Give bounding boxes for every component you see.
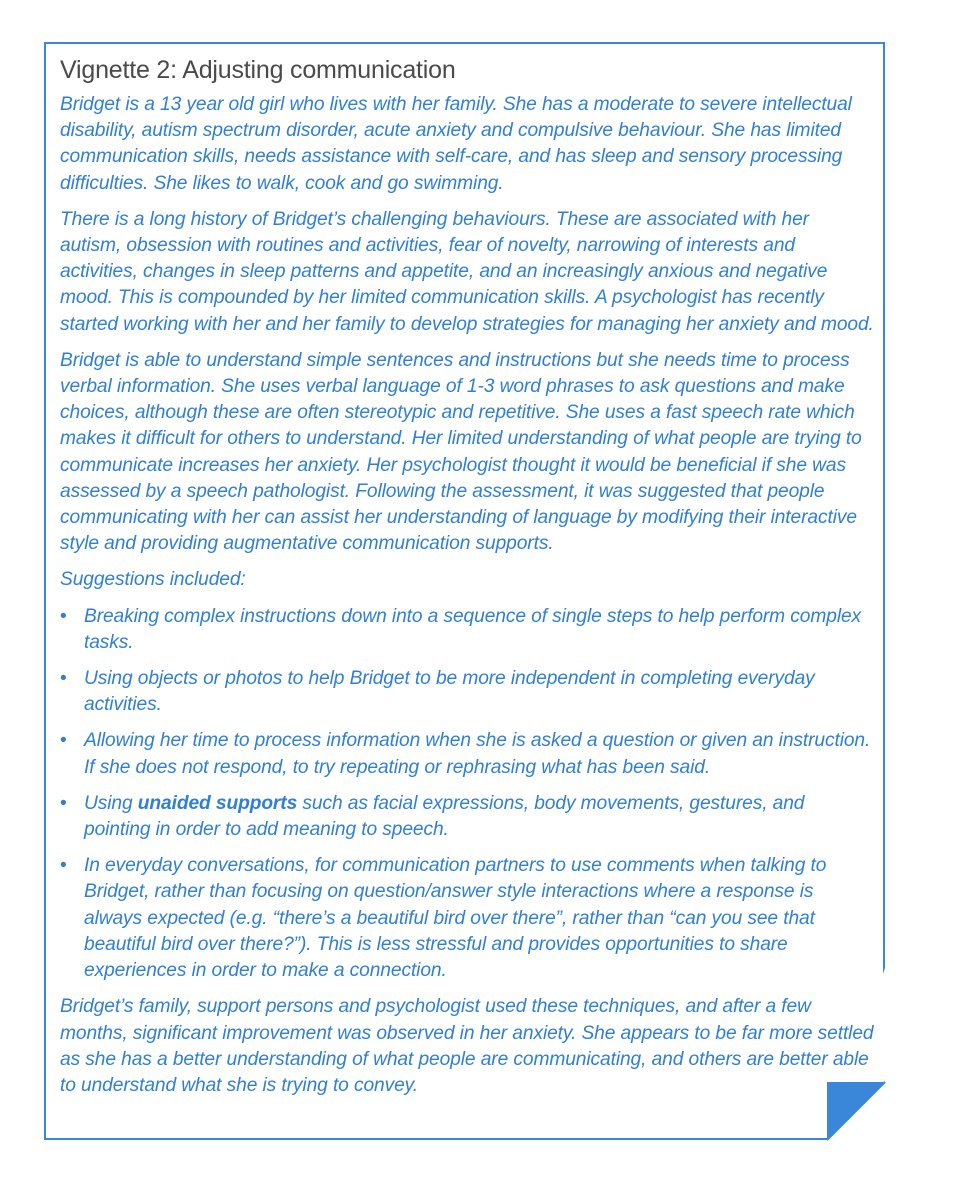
suggestions-list xyxy=(60,604,875,985)
suggestion-text-post: such as facial expressions, body movements, gestures, and pointing in order to add meaning to speech. xyxy=(84,792,805,841)
bullet-icon: • xyxy=(60,668,67,690)
vignette-content xyxy=(60,54,875,1109)
suggestions-intro: Suggestions included: xyxy=(60,569,246,591)
list-item xyxy=(60,728,875,780)
unaided-supports-term: unaided supports xyxy=(137,792,298,814)
list-item xyxy=(60,604,875,656)
paragraph-outcome: Bridget’s family, support persons and psychologist used these techniques, and after a few months, significant improvement was observed in her anxiety. She appears to be far more settled as she has a better understanding of what people are communicating, and others are better able to understand what she is trying to convey. xyxy=(60,996,874,1096)
bullet-icon: • xyxy=(60,730,67,752)
paragraph-history: There is a long history of Bridget’s challenging behaviours. These are associated with her autism, obsession with routines and activities, fear of novelty, narrowing of interests and activities, changes in sleep patterns and appetite, and an increasingly anxious and negative mood. This is compounded by her limited communication skills. A psychologist has recently started working with her and her family to develop strategies for managing her anxiety and mood. xyxy=(60,208,874,335)
list-item xyxy=(60,791,875,843)
suggestion-text-pre: Using xyxy=(84,792,138,814)
bullet-icon: • xyxy=(60,855,67,877)
suggestion-text: Using objects or photos to help Bridget to be more independent in completing everyday activities. xyxy=(84,668,815,716)
list-item xyxy=(60,853,875,984)
list-item xyxy=(60,666,875,718)
suggestion-text: In everyday conversations, for communication partners to use comments when talking to Bridget, rather than focusing on question/answer style interactions where a response is always expected (e.g. “there’s a beautiful bird over there”, rather than “can you see that beautiful bird over there?”). This is less stressful and provides opportunities to share experiences in order to make a connection. xyxy=(84,855,827,982)
suggestion-text: Allowing her time to process information when she is asked a question or given an instruction. If she does not respond, to try repeating or rephrasing what has been said. xyxy=(84,730,871,778)
vignette-title: Vignette 2: Adjusting communication xyxy=(60,56,456,84)
paragraph-assessment: Bridget is able to understand simple sentences and instructions but she needs time to process verbal information. She uses verbal language of 1-3 word phrases to ask questions and make choices, although these are often stereotypic and repetitive. She uses a fast speech rate which makes it difficult for others to understand. Her limited understanding of what people are trying to communicate increases her anxiety. Her psychologist thought it would be beneficial if she was assessed by a speech pathologist. Following the assessment, it was suggested that people communicating with her can assist her understanding of language by modifying their interactive style and providing augmentative communication supports. xyxy=(60,349,862,555)
paragraph-background: Bridget is a 13 year old girl who lives with her family. She has a moderate to severe intellectual disability, autism spectrum disorder, acute anxiety and compulsive behaviour. She has limited communication skills, needs assistance with self-care, and has sleep and sensory processing difficulties. She likes to walk, cook and go swimming. xyxy=(60,94,852,194)
bullet-icon: • xyxy=(60,792,67,814)
bullet-icon: • xyxy=(60,605,67,627)
suggestion-text: Breaking complex instructions down into a sequence of single steps to help perform complex tasks. xyxy=(84,605,862,653)
